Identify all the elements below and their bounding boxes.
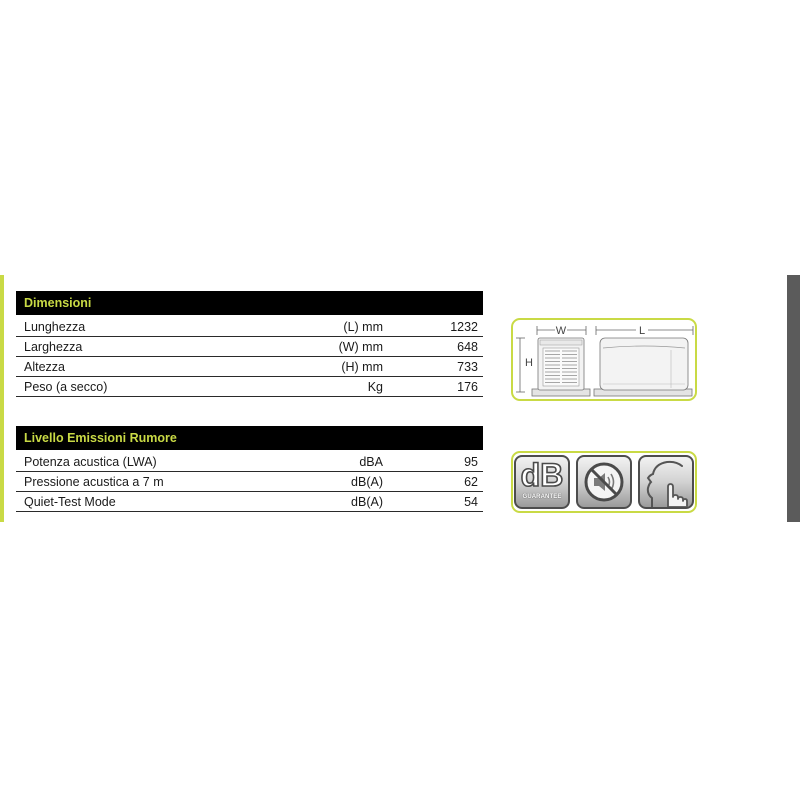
height-dimension-line [516,338,525,392]
speaker-muted-icon [576,455,632,509]
table-header [16,291,483,315]
row-label: Larghezza [24,340,83,354]
table-row [16,472,483,492]
table-row [16,357,483,377]
speaker-muted-glyph [578,457,630,507]
row-unit: Kg [367,380,383,394]
row-label: Potenza acustica (LWA) [24,455,157,469]
row-unit: (H) mm [341,360,383,374]
row-value: 648 [457,340,478,354]
row-value: 176 [457,380,478,394]
db-badge-text: dB [520,457,564,493]
noise-emissions-table [16,426,483,512]
row-value: 1232 [450,320,478,334]
row-value: 54 [464,495,478,509]
db-badge-subtext: GUARANTEE [522,494,562,500]
row-unit: dB(A) [351,475,383,489]
head-touch-glyph [640,457,692,507]
right-edge-bar [787,275,800,522]
table-title: Dimensioni [24,296,92,310]
table-header [16,426,483,450]
generator-front-view [532,338,590,396]
dimensions-diagram-panel [511,318,697,401]
row-label: Altezza [24,360,65,374]
table-row [16,317,483,337]
table-row [16,492,483,512]
length-label: L [638,325,646,337]
width-label: W [555,325,567,337]
row-label: Pressione acustica a 7 m [24,475,164,489]
generator-side-view [594,338,692,396]
row-unit: (L) mm [343,320,383,334]
db-guarantee-icon [514,455,570,509]
row-label: Quiet-Test Mode [24,495,116,509]
row-unit: dBA [359,455,383,469]
row-unit: (W) mm [338,340,383,354]
noise-features-panel [511,451,697,513]
row-value: 95 [464,455,478,469]
generator-dimensions-diagram [511,318,697,401]
height-label: H [525,357,533,369]
table-title: Livello Emissioni Rumore [24,431,177,445]
row-label: Lunghezza [24,320,86,334]
dimensions-table [16,291,483,397]
head-touch-icon [638,455,694,509]
row-value: 62 [464,475,478,489]
table-row [16,452,483,472]
row-value: 733 [457,360,478,374]
table-row [16,337,483,357]
row-unit: dB(A) [351,495,383,509]
row-label: Peso (a secco) [24,380,108,394]
left-accent-bar [0,275,4,522]
table-row [16,377,483,397]
